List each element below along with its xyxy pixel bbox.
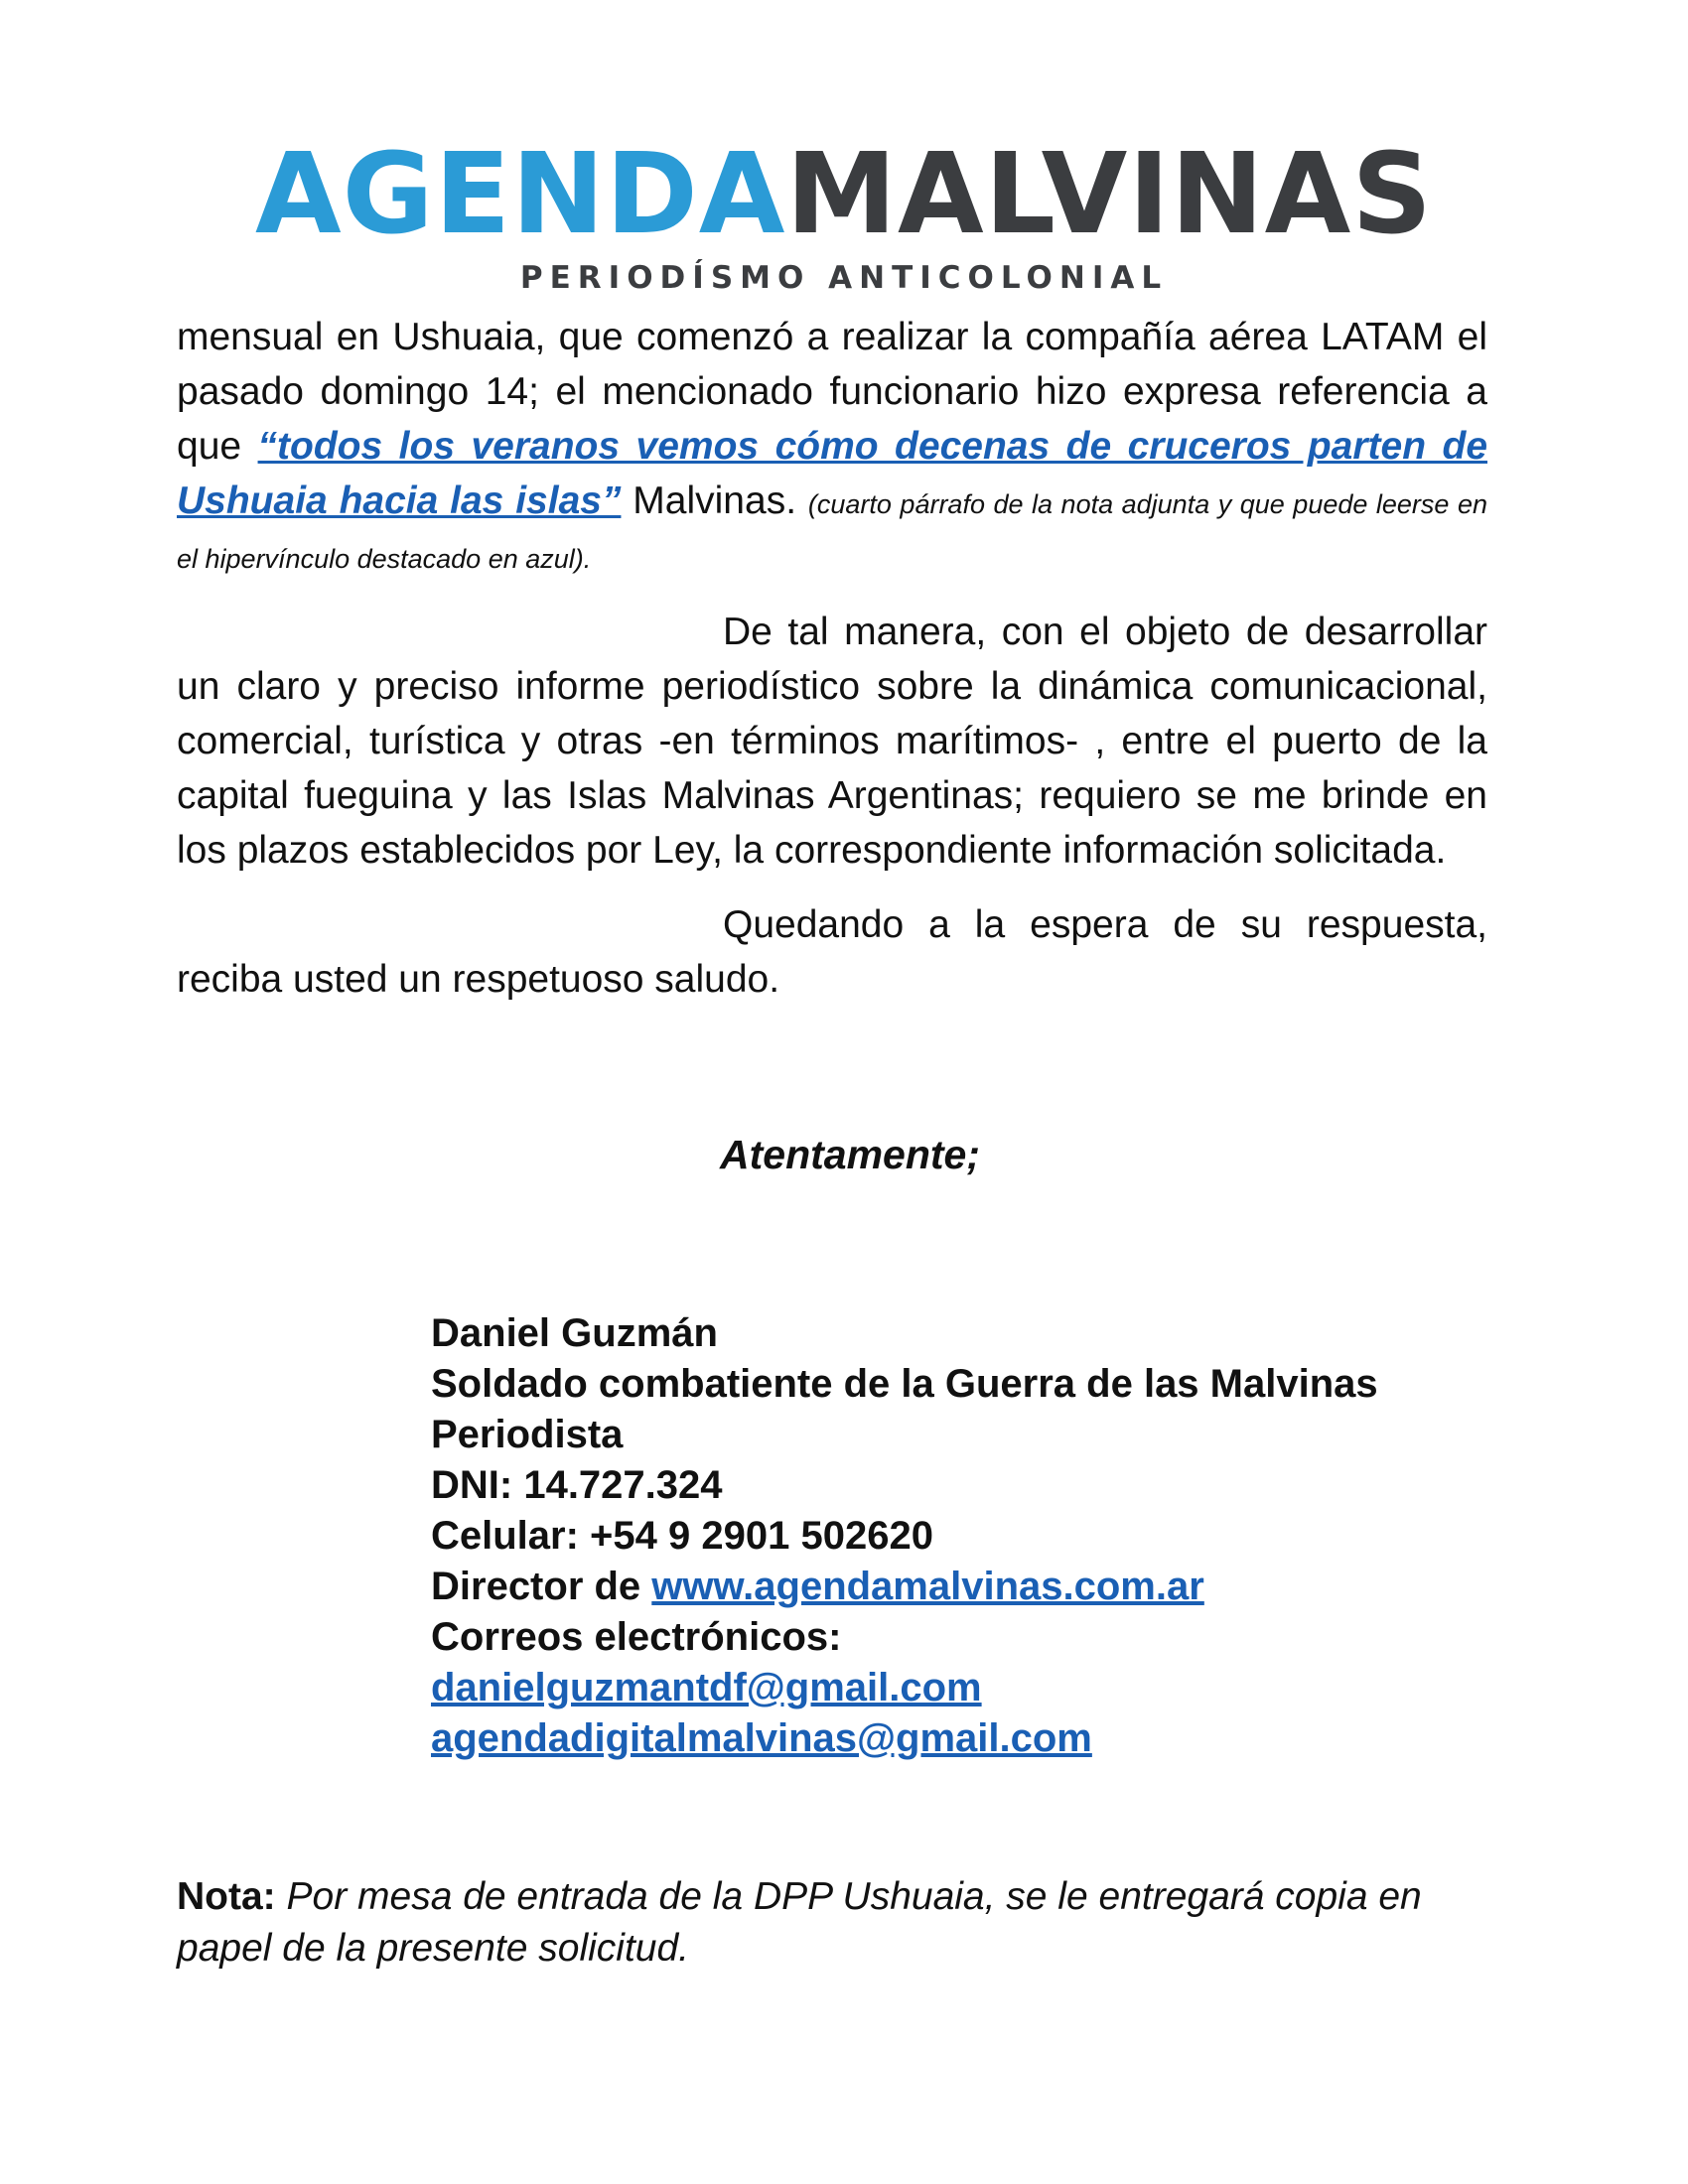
agenda-malvinas-logo xyxy=(0,130,1688,296)
letter-body xyxy=(177,310,1487,1007)
logo-wordmark xyxy=(0,130,1688,259)
website-link[interactable]: www.agendamalvinas.com.ar xyxy=(651,1565,1204,1608)
paragraph-1-note: (cuarto párrafo de la nota adjunta y que puede leerse en el hipervínculo destacado en azul). xyxy=(177,489,1487,574)
emails-label: Correos electrónicos: xyxy=(431,1615,842,1659)
paragraph-3: Quedando a la espera de su respuesta, reciba usted un respetuoso saludo. xyxy=(177,903,1487,1001)
email-line-2 xyxy=(431,1713,1523,1764)
email-link-1[interactable]: danielguzmantdf@gmail.com xyxy=(431,1666,982,1709)
logo-word-malvinas: MALVINAS xyxy=(785,130,1433,259)
logo-tagline: PERIODÍSMO ANTICOLONIAL xyxy=(519,260,1169,296)
quote-hyperlink[interactable]: “todos los veranos vemos cómo decenas de cruceros parten de Ushuaia hacia las islas” xyxy=(177,425,1488,522)
paragraph-2: De tal manera, con el objeto de desarrollar un claro y preciso informe periodístico sobre la dinámica comunicacional, comercial, turística y otras -en términos marítimos- , entre el puerto de la capital fueguina y las Islas Malvinas Argentinas; requiero se me brinde en los plazos establecidos por Ley, la correspondiente información solicitada. xyxy=(177,611,1487,872)
signer-title-soldier: Soldado combatiente de la Guerra de las Malvinas xyxy=(431,1362,1378,1406)
director-label: Director de xyxy=(431,1565,652,1608)
signer-phone: Celular: +54 9 2901 502620 xyxy=(431,1514,933,1558)
footnote-label: Nota: xyxy=(177,1875,276,1918)
signer-name: Daniel Guzmán xyxy=(431,1311,718,1355)
email-link-2[interactable]: agendadigitalmalvinas@gmail.com xyxy=(431,1716,1092,1760)
paragraph-1 xyxy=(177,310,1487,583)
signer-title-journalist: Periodista xyxy=(431,1413,624,1456)
email-line-1 xyxy=(431,1663,1523,1713)
signer-director-line xyxy=(431,1562,1523,1612)
closing-salutation xyxy=(0,1132,1688,1178)
logo-word-agenda: AGENDA xyxy=(254,130,786,259)
footnote xyxy=(177,1871,1487,1975)
paragraph-1-tail: Malvinas. xyxy=(621,479,808,522)
signature-block xyxy=(431,1308,1523,1764)
closing-text: Atentamente; xyxy=(720,1132,980,1177)
signer-dni: DNI: 14.727.324 xyxy=(431,1463,723,1507)
footnote-text: Por mesa de entrada de la DPP Ushuaia, se le entregará copia en papel de la presente solicitud. xyxy=(177,1875,1422,1970)
paragraph-1-text: mensual en Ushuaia, que comenzó a realizar la compañía aérea LATAM el pasado domingo 14; el mencionado funcionario hizo expresa referencia a que xyxy=(177,316,1487,468)
